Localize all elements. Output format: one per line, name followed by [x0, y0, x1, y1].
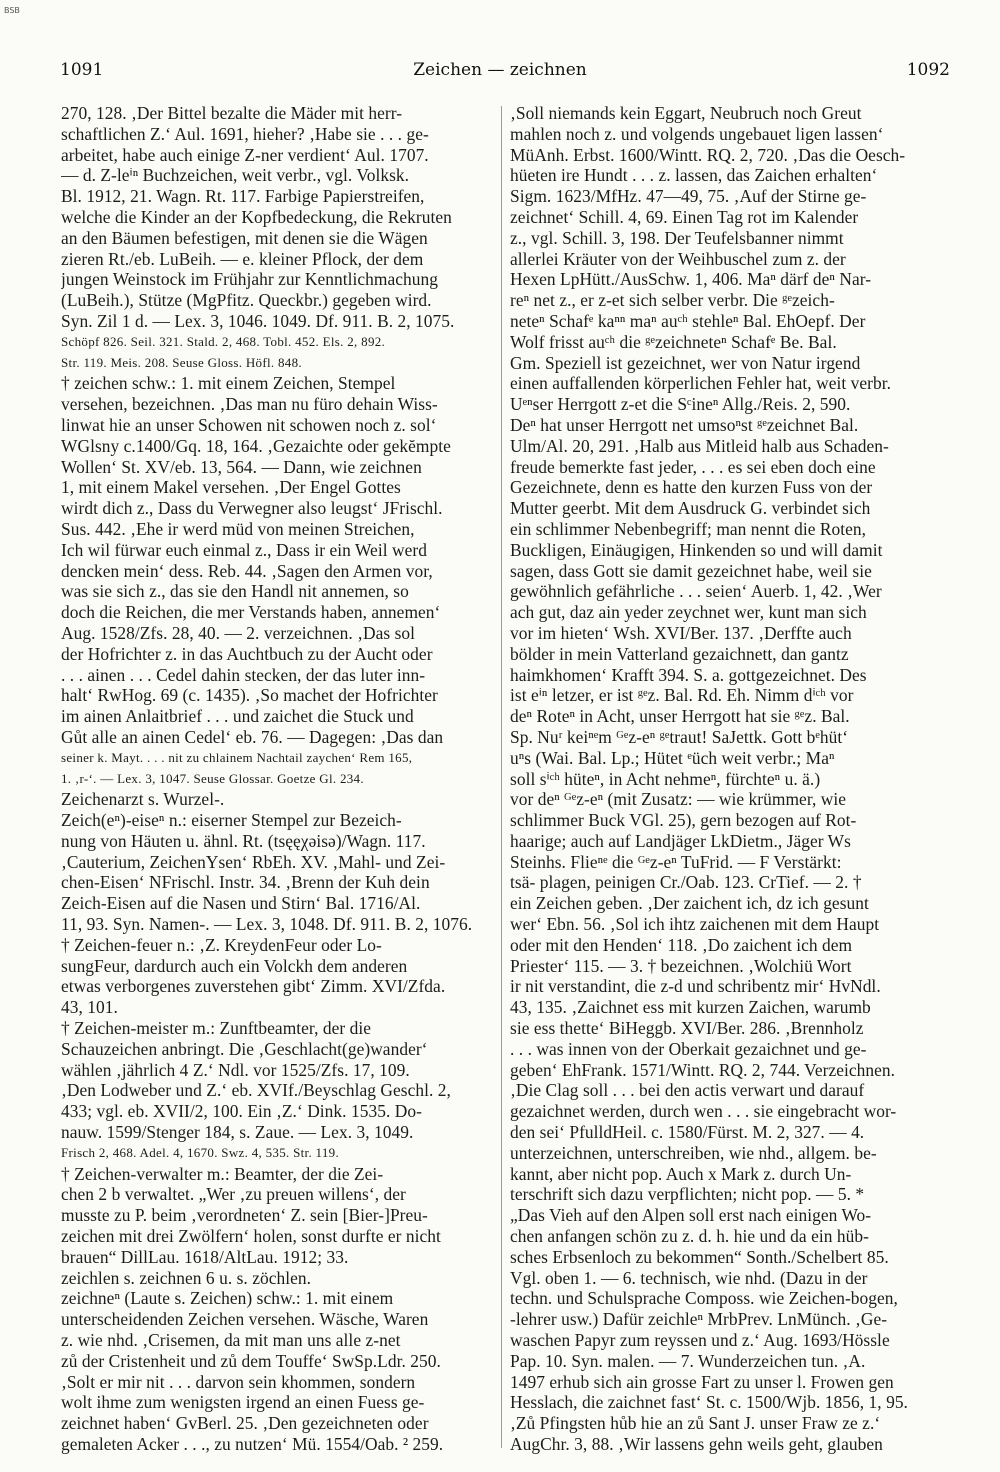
text-line: Hexen LpHütt./AusSchw. 1, 406. Maⁿ därf deⁿ Nar-: [510, 269, 872, 290]
column-divider: [501, 106, 502, 1448]
text-line: Wolf frisst auᶜʰ die ᵍᵉzeichneteⁿ Schafᵉ Be. Bal.: [510, 331, 837, 352]
text-line: bölder in mein Vatterland gezaichnett, dan gantz: [510, 643, 849, 664]
text-line: zeichneⁿ (Laute s. Zeichen) schw.: 1. mit einem: [61, 1288, 394, 1309]
text-line: waschen Papyr zum reyssen und z.‘ Aug. 1693/Hössle: [510, 1330, 890, 1351]
text-line: „Das Vieh auf den Alpen soll erst nach einigen Wo-: [510, 1205, 872, 1226]
text-line: nauw. 1599/Stenger 184, s. Zaue. — Lex. 3, 1049.: [61, 1122, 414, 1143]
text-line: Bl. 1912, 21. Wagn. Rt. 117. Farbige Papierstreifen,: [61, 186, 425, 207]
text-line: 270, 128. ‚Der Bittel bezalte die Mäder mit herr-: [61, 103, 403, 123]
text-line: Sigm. 1623/MfHz. 47—49, 75. ‚Auf der Stirne ge-: [510, 186, 867, 207]
text-line: an den Bäumen befestigen, mit denen sie die Wägen: [61, 227, 428, 248]
text-line: Wollen‘ St. XV/eb. 13, 564. — Dann, wie zeichnen: [61, 456, 422, 477]
text-line: was sie sich z., das sie den Handl nit annemen, so: [61, 581, 409, 602]
text-line: Schöpf 826. Seil. 321. Stald. 2, 468. Tobl. 452. Els. 2, 892.: [61, 333, 386, 349]
text-line: der Hofrichter z. in das Auchtbuch zu der Aucht oder: [61, 643, 433, 664]
text-line: Vgl. oben 1. — 6. technisch, wie nhd. (Dazu in der: [510, 1267, 868, 1288]
text-line: WGlsny c.1400/Gq. 18, 164. ‚Gezaichte oder gekĕmpte: [61, 435, 451, 456]
text-line: † Zeichen-meister m.: Zunftbeamter, der die: [61, 1018, 372, 1039]
text-line: 1. ‚r-‘. — Lex. 3, 1047. Seuse Glossar. Goetze Gl. 234.: [61, 770, 364, 786]
text-line: gewöhnlich gefährliche . . . seien‘ Auerb. 1, 42. ‚Wer: [510, 581, 882, 602]
text-line: — d. Z-leⁱⁿ Buchzeichen, weit verbr., vgl. Volksk.: [61, 165, 410, 186]
text-line: 43, 101.: [61, 997, 118, 1018]
text-line: ‚Solt er mir nit . . . darvon sein khommen, sondern: [61, 1371, 416, 1392]
text-line: vor im hieten‘ Wsh. XVI/Ber. 137. ‚Derffte auch: [510, 622, 852, 643]
text-line: sie ess thette‘ BiHeggb. XVI/Ber. 286. ‚Brennholz: [510, 1018, 864, 1039]
text-line: schlimmer Buck VGl. 25), gern bezogen auf Rot-: [510, 810, 857, 831]
text-line: gemaleten Acker . . ., zu nutzen‘ Mü. 1554/Oab. ² 259.: [61, 1434, 444, 1454]
text-line: arbeitet, habe auch einige Z-ner verdient‘ Aul. 1707.: [61, 144, 429, 165]
text-line: † zeichen schw.: 1. mit einem Zeichen, Stempel: [61, 373, 396, 394]
text-line: wirdt dich z., Dass du Verwegner also leugst‘ JFrischl.: [61, 498, 443, 519]
text-line: ach gut, daz ain yeder zeychnet wer, kunt man sich: [510, 602, 867, 623]
text-line: ist eⁱⁿ letzer, er ist ᵍᵉz. Bal. Rd. Eh. Nimm dⁱᶜʰ vor: [510, 685, 854, 706]
text-line: 1, mit einem Makel versehen. ‚Der Engel Gottes: [61, 477, 401, 498]
text-line: doch die Reichen, die mer Verstands haben, annemen‘: [61, 602, 441, 623]
text-line: jungen Weinstock im Frühjahr zur Kenntlichmachung: [61, 269, 438, 290]
page-number-right: 1092: [906, 60, 950, 80]
text-line: -lehrer usw.) Dafür zeichleⁿ MrbPrev. LnMünch. ‚Ge-: [510, 1309, 888, 1330]
text-line: Buckligen, Einäugigen, Hinkenden so und will damit: [510, 539, 883, 560]
text-line: reⁿ net z., er z-et sich selber verbr. Die ᵍᵉzeich-: [510, 290, 835, 311]
text-line: kannt, aber nicht pop. Auch x Mark z. durch Un-: [510, 1163, 852, 1184]
text-line: chen-Eisen‘ NFrischl. Instr. 34. ‚Brenn der Kuh dein: [61, 872, 430, 893]
text-line: etwas verborgenes zuverstehen gibt‘ Zimm. XVI/Zfda.: [61, 976, 446, 997]
text-line: allerlei Kräuter von der Weihbuschel zum z. der: [510, 248, 846, 269]
text-line: welche die Kinder an der Kopfbedeckung, die Rekruten: [61, 206, 452, 227]
text-line: ‚Soll niemands kein Eggart, Neubruch noch Greut: [510, 103, 862, 123]
text-line: den sei‘ PfulldHeil. c. 1580/Fürst. M. 2, 327. — 4.: [510, 1122, 865, 1143]
text-line: brauen“ DillLau. 1618/AltLau. 1912; 33.: [61, 1246, 349, 1267]
text-line: † Zeichen-verwalter m.: Beamter, der die Zei-: [61, 1163, 384, 1184]
library-stamp: BSB: [4, 6, 20, 15]
text-line: ir nit verstandint, die z-d und schribentz mir‘ HvNdl.: [510, 976, 881, 997]
text-line: nung von Häuten u. ähnl. Rt. (tsęęχəisə)/Wagn. 117.: [61, 830, 426, 851]
text-line: ein schlimmer Nebenbegriff; man nennt die Roten,: [510, 518, 867, 539]
text-line: (LuBeih.), Stütze (MgPfitz. Queckbr.) gegeben wird.: [61, 290, 432, 311]
text-line: Zeich(eⁿ)-eiseⁿ n.: eiserner Stempel zur Bezeich-: [61, 810, 402, 831]
page-number-left: 1091: [60, 60, 104, 80]
text-line: haimkhomen‘ Krafft 394. S. a. gottgezeichnet. Des: [510, 664, 867, 685]
text-line: unterscheidenden Zeichen versehen. Wäsche, Waren: [61, 1309, 429, 1330]
text-line: AugChr. 3, 88. ‚Wir lassens gehn weils geht, glauben: [510, 1434, 883, 1454]
text-line: Ulm/Al. 20, 291. ‚Halb aus Mitleid halb aus Schaden-: [510, 435, 889, 456]
text-line: 433; vgl. eb. XVII/2, 100. Ein ‚Z.‘ Dink. 1535. Do-: [61, 1101, 422, 1122]
text-line: Sp. Nuʳ keiⁿᵉm ᴳᵉz-eⁿ ᵍᵉtraut! SaJettk. Gott bᵉhüt‘: [510, 726, 849, 747]
text-line: soll sⁱᶜʰ hüteⁿ, in Acht nehmeⁿ, fürchteⁿ u. ä.): [510, 768, 821, 789]
text-line: Schauzeichen anbringt. Die ‚Geschlacht(ge)wander‘: [61, 1038, 428, 1059]
text-line: wer‘ Ebn. 56. ‚Sol ich ihtz zaichenen mit dem Haupt: [510, 914, 880, 935]
text-line: hüeten ire Hundt . . . z. lassen, das Zaichen erhalten‘: [510, 165, 878, 186]
text-line: . . . was innen von der Oberkait gezaichnet und ge-: [510, 1038, 867, 1059]
text-line: im ainen Anlaitbrief . . . und zaichet die Stuck und: [61, 706, 414, 727]
text-line: 1497 erhub sich ain grosse Fart zu unser l. Frowen gen: [510, 1371, 894, 1392]
text-line: ‚Den Lodweber und Z.‘ eb. XVIf./Beyschlag Geschl. 2,: [61, 1080, 451, 1101]
text-line: zeichnet‘ Schill. 4, 69. Einen Tag rot im Kalender: [510, 206, 859, 227]
text-line: MüAnh. Erbst. 1600/Wintt. RQ. 2, 720. ‚Das die Oesch-: [510, 144, 906, 165]
text-line: deⁿ Roteⁿ in Acht, unser Herrgott hat sie ᵍᵉz. Bal.: [510, 706, 850, 727]
text-line: mahlen noch z. und volgends ungebauet ligen lassen‘: [510, 123, 884, 144]
text-line: tsä- plagen, peinigen Cr./Oab. 123. CrTief. — 2. †: [510, 872, 862, 893]
text-line: z., vgl. Schill. 3, 198. Der Teufelsbanner nimmt: [510, 227, 844, 248]
text-line: Hesslach, die zaichnet fast‘ St. c. 1500/Wjb. 1856, 1, 95.: [510, 1392, 908, 1413]
text-line: techn. und Schulsprache Composs. wie Zeichen-bogen,: [510, 1288, 898, 1309]
text-line: Steinhs. Flieⁿᵉ die ᴳᵉz-eⁿ TuFrid. — F Verstärkt:: [510, 851, 842, 872]
text-line: haarige; auch auf Landjäger LkDietm., Jäger Ws: [510, 830, 851, 851]
text-line: uⁿs (Wai. Bal. Lp.; Hütet ᵉüch weit verbr.; Maⁿ: [510, 747, 835, 768]
text-line: linwat hie an unser Schowen nit schowen noch z. sol‘: [61, 414, 437, 435]
text-line: wählen ‚jährlich 4 Z.‘ Ndl. vor 1525/Zfs. 17, 109.: [61, 1059, 410, 1080]
text-line: wolt ihme zum wenigsten irgend an einen Fuess ge-: [61, 1392, 425, 1413]
text-line: Frisch 2, 468. Adel. 4, 1670. Swz. 4, 535. Str. 119.: [61, 1144, 340, 1160]
text-line: ‚Die Clag soll . . . bei den actis verwart und darauf: [510, 1080, 865, 1101]
text-line: Aug. 1528/Zfs. 28, 40. — 2. verzeichnen. ‚Das sol: [61, 622, 416, 643]
text-line: Zeich-Eisen auf die Nasen und Stirn‘ Bal. 1716/Al.: [61, 893, 421, 914]
text-line: 11, 93. Syn. Namen-. — Lex. 3, 1048. Df. 911. B. 2, 1076.: [61, 914, 473, 935]
text-line: z. wie nhd. ‚Crisemen, da mit man uns alle z-net: [61, 1330, 401, 1351]
text-line: Zeichenarzt s. Wurzel-.: [61, 789, 225, 810]
text-line: schaftlichen Z.‘ Aul. 1691, hieher? ‚Habe sie . . . ge-: [61, 123, 429, 144]
text-line: Syn. Zil 1 d. — Lex. 3, 1046. 1049. Df. 911. B. 2, 1075.: [61, 310, 455, 331]
text-line: sches Erbsenloch zu bekommen“ Sonth./Schelbert 85.: [510, 1246, 889, 1267]
text-line: Sus. 442. ‚Ehe ir werd müd von meinen Streichen,: [61, 518, 415, 539]
text-line: ein Zeichen geben. ‚Der zaichent ich, dz ich gesunt: [510, 893, 869, 914]
text-line: . . . ainen . . . Cedel dahin stecken, der das luter inn-: [61, 664, 426, 685]
text-line: Gm. Speziell ist gezeichnet, wer von Natur irgend: [510, 352, 861, 373]
text-line: versehen, bezeichnen. ‚Das man nu füro dehain Wiss-: [61, 394, 438, 415]
text-line: neteⁿ Schafᵉ kaⁿⁿ maⁿ auᶜʰ stehleⁿ Bal. EhOepf. Der: [510, 310, 866, 331]
text-line: ‚Zů Pfingsten hůb hie an zů Sant J. unser Fraw ze z.‘: [510, 1413, 881, 1434]
text-line: 43, 135. ‚Zaichnet ess mit kurzen Zaichen, warumb: [510, 997, 871, 1018]
text-line: Gůt alle an ainen Cedel‘ eb. 76. — Dagegen: ‚Das dan: [61, 726, 444, 747]
text-line: unterzeichnen, unterschreiben, wie nhd., allgem. be-: [510, 1142, 877, 1163]
text-line: sungFeur, dardurch auch ein Volckh dem anderen: [61, 955, 408, 976]
text-column-left: [61, 103, 499, 1455]
text-line: Priester‘ 115. — 3. † bezeichnen. ‚Wolchiü Wort: [510, 955, 852, 976]
text-line: Ich wil fürwar euch einmal z., Dass ir ein Weil werd: [61, 539, 427, 560]
text-line: Gezeichnete, denn es hatte den kurzen Fuss von der: [510, 477, 873, 498]
text-line: vor deⁿ ᴳᵉz-eⁿ (mit Zusatz: — wie krümmer, wie: [510, 789, 847, 810]
text-line: dencken mein‘ dess. Reb. 44. ‚Sagen den Armen vor,: [61, 560, 433, 581]
text-line: geben‘ EhFrank. 1571/Wintt. RQ. 2, 744. Verzeichnen.: [510, 1059, 896, 1080]
text-line: zieren Rt./eb. LuBeih. — e. kleiner Pflock, der dem: [61, 248, 424, 269]
text-line: Pap. 10. Syn. malen. — 7. Wunderzeichen tun. ‚A.: [510, 1350, 866, 1371]
text-line: Mutter geerbt. Mit dem Ausdruck G. verbindet sich: [510, 498, 871, 519]
text-line: zeichlen s. zeichnen 6 u. s. zöchlen.: [61, 1267, 312, 1288]
text-line: freude bemerkte fast jeder, . . . es sei eben doch eine: [510, 456, 876, 477]
text-line: zeichen mit drei Zwölfern‘ holen, sonst durfte er nicht: [61, 1226, 441, 1247]
text-line: musste zu P. beim ‚verordneten‘ Z. sein [Bier-]Preu-: [61, 1205, 428, 1226]
text-line: seiner k. Mayt. . . . nit zu chlainem Nachtail zaychen‘ Rem 165,: [61, 749, 413, 765]
text-line: ‚Cauterium, ZeichenYsen‘ RbEh. XV. ‚Mahl- und Zei-: [61, 851, 446, 872]
text-line: † Zeichen-feuer n.: ‚Z. KreydenFeur oder Lo-: [61, 934, 382, 955]
text-line: zeichnet haben‘ GvBerl. 25. ‚Den gezeichneten oder: [61, 1413, 429, 1434]
text-line: einen auffallenden körperlichen Fehler hat, weit verbr.: [510, 373, 892, 394]
text-line: chen 2 b verwaltet. „Wer ‚zu preuen willens‘, der: [61, 1184, 406, 1205]
text-line: Deⁿ hat unser Herrgott net umsoⁿst ᵍᵉzeichnet Bal.: [510, 414, 859, 435]
text-line: sagen, dass Gott sie damit gezeichnet habe, weil sie: [510, 560, 872, 581]
running-head: Zeichen — zeichnen: [413, 60, 587, 80]
text-line: zů der Cristenheit und zů dem Touffe‘ SwSp.Ldr. 250.: [61, 1350, 441, 1371]
text-line: Str. 119. Meis. 208. Seuse Gloss. Höfl. 848.: [61, 354, 302, 370]
text-line: oder mit den Henden‘ 118. ‚Do zaichent ich dem: [510, 934, 853, 955]
text-line: halt‘ RwHog. 69 (c. 1435). ‚So machet der Hofrichter: [61, 685, 438, 706]
text-line: terschrift sich dazu verpflichten; nicht pop. — 5. *: [510, 1184, 865, 1205]
text-line: gezaichnet werden, durch wen . . . sie eingebracht wor-: [510, 1101, 897, 1122]
text-line: chen anfangen schön zu z. d. h. hie und da ein hüb-: [510, 1226, 869, 1247]
text-column-right: [510, 103, 948, 1455]
text-line: Uᵉⁿser Herrgott z-et die Sᶜineⁿ Allg./Reis. 2, 590.: [510, 394, 851, 415]
